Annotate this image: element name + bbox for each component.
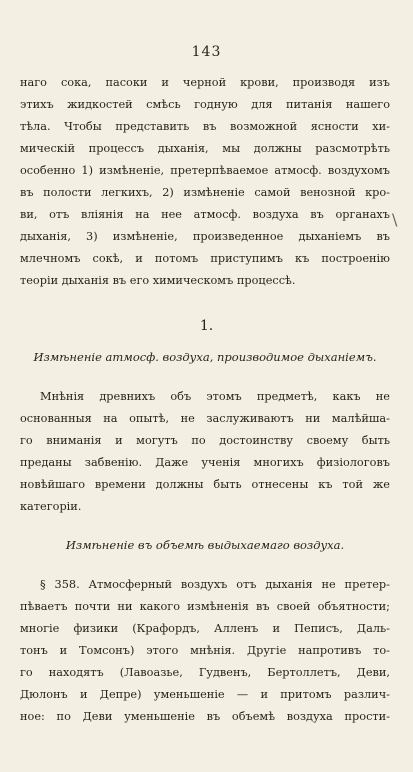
text-line: тонъ и Томсонъ) этого мнѣнія. Другіе напротивъ то- — [20, 644, 390, 657]
text-line: мическій процессъ дыханія, мы должны разсмотрѣть — [20, 142, 390, 155]
text-line: Дюлонъ и Депре) уменьшеніе — и притомъ различ- — [20, 688, 390, 701]
text-line: наго сока, пасоки и черной крови, производя изъ — [20, 76, 390, 89]
text-line: пѣваетъ почти ни какого измѣненія въ своей объятности; — [20, 600, 390, 613]
text-line: основанныя на опытѣ, не заслуживаютъ ни малѣйша- — [20, 412, 390, 425]
text-line: дыханія, 3) измѣненіе, произведенное дыханіемъ въ — [20, 230, 390, 243]
section-title: Измѣненіе атмосф. воздуха, производимое дыханіемъ. — [33, 350, 377, 364]
text-line: млечномъ сокѣ, и потомъ приступимъ къ построенію — [20, 252, 390, 265]
text-line: го вниманія и могутъ по достоинству своему быть — [20, 434, 390, 447]
text-line: тѣла. Чтобы представить въ возможной ясности хи- — [20, 120, 390, 133]
text-line: ное: по Деви уменьшеніе въ объемѣ воздуха прости- — [20, 710, 390, 723]
text-line: этихъ жидкостей смѣсь годную для питанія нашего — [20, 98, 390, 111]
text-line: категоріи. — [20, 500, 82, 513]
text-line: въ полости легкихъ, 2) измѣненіе самой венозной кро- — [20, 186, 390, 199]
text-line: ви, отъ вліянія на нее атмосф. воздуха въ органахъ — [20, 208, 390, 221]
margin-mark: \ — [392, 210, 398, 229]
page-number: 143 — [191, 44, 222, 60]
text-line: теоріи дыханія въ его химическомъ процессѣ. — [20, 274, 296, 287]
text-line: преданы забвенію. Даже ученія многихъ физіологовъ — [20, 456, 390, 469]
section-number: 1. — [199, 318, 214, 334]
text-line: новѣйшаго времени должны быть отнесены къ той же — [20, 478, 390, 491]
text-line: § 358. Атмосферный воздухъ отъ дыханія не претер- — [40, 578, 390, 591]
text-line: многіе физики (Крафордъ, Алленъ и Пеписъ, Даль- — [20, 622, 390, 635]
text-line: Мнѣнія древнихъ объ этомъ предметѣ, какъ не — [40, 390, 390, 403]
subsection-title: Измѣненіе въ объемѣ выдыхаемаго воздуха. — [65, 538, 345, 552]
text-line: го находятъ (Лавоазье, Гудвенъ, Бертоллетъ, Деви, — [20, 666, 390, 679]
text-line: особенно 1) измѣненіе, претерпѣваемое атмосф. воздухомъ — [20, 164, 390, 177]
